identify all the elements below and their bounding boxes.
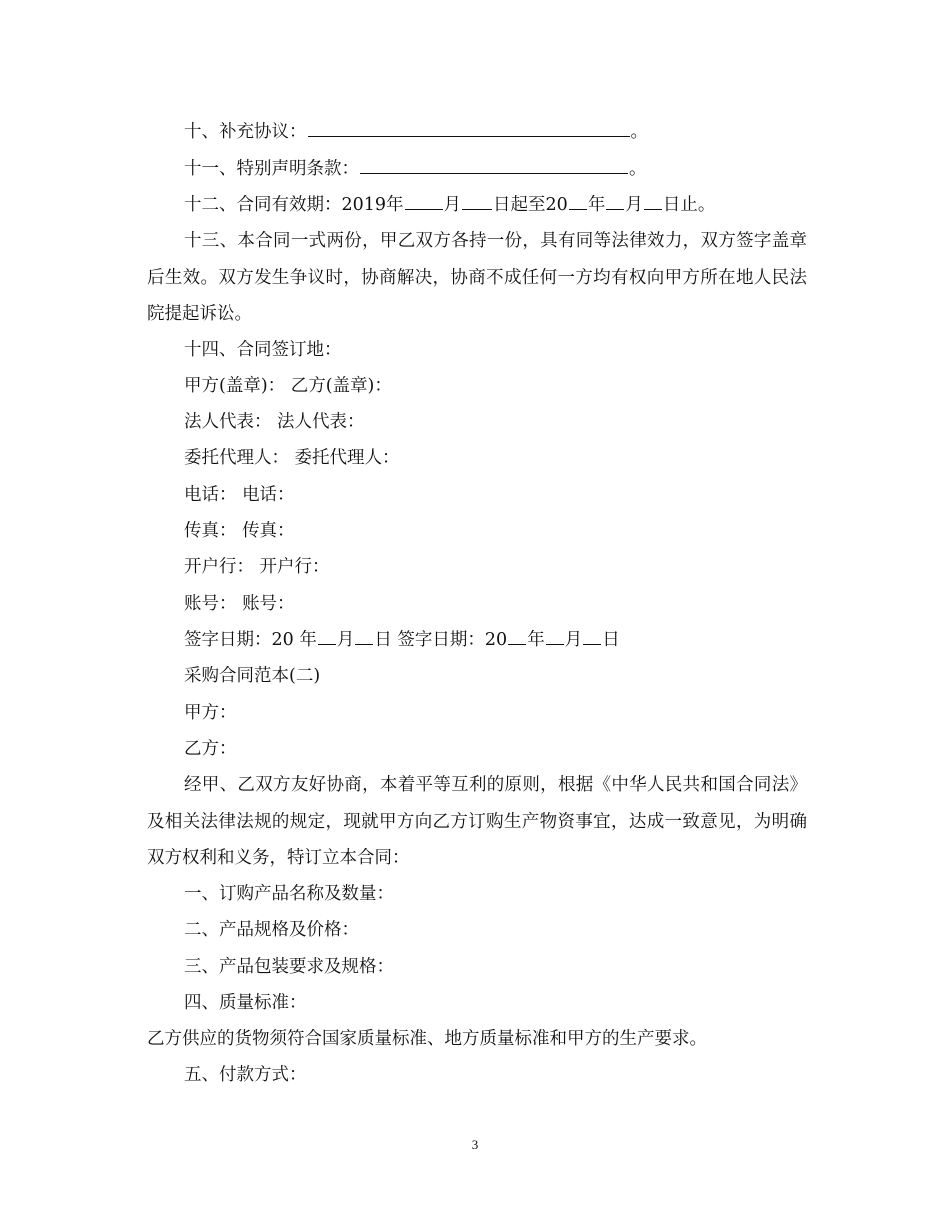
- blank-line: [405, 193, 443, 210]
- item-4-quality: 四、质量标准：: [184, 993, 307, 1013]
- item-1-products: 一、订购产品名称及数量：: [184, 884, 394, 904]
- page-number: 3: [471, 1137, 479, 1152]
- sign-seal: 甲方(盖章)： 乙方(盖章)：: [184, 376, 392, 396]
- sign-fax: 传真： 传真：: [184, 521, 295, 541]
- party-a: 甲方：: [184, 703, 237, 723]
- item-3-packaging: 三、产品包装要求及规格：: [184, 957, 394, 977]
- blank-line: [606, 193, 624, 210]
- sign-account: 账号： 账号：: [184, 594, 295, 614]
- sign-legal-rep: 法人代表： 法人代表：: [184, 412, 365, 432]
- blank-line: [360, 157, 628, 174]
- blank-line: [318, 628, 336, 645]
- clause-11-special: 十一、特别声明条款： 。: [184, 159, 647, 179]
- clause-14-place: 十四、合同签订地：: [184, 340, 342, 360]
- blank-line: [308, 120, 630, 137]
- preamble: 经甲、乙双方友好协商，本着平等互利的原则，根据《中华人民共和国合同法》及相关法律法规的规定，现就甲方向乙方订购生产物资事宜，达成一致意见，为明确双方权利和义务，特订立本合同：: [147, 775, 807, 868]
- blank-line: [508, 628, 526, 645]
- quality-statement: 乙方供应的货物须符合国家质量标准、地方质量标准和甲方的生产要求。: [147, 1029, 707, 1049]
- clause-10-supplementary: 十、补充协议： 。: [184, 122, 648, 142]
- sign-date: 签字日期：20 年 月 日 签字日期：20 年 月 日: [184, 630, 620, 650]
- blank-line: [546, 628, 564, 645]
- sign-bank: 开户行： 开户行：: [184, 557, 330, 577]
- blank-line: [583, 628, 601, 645]
- item-5-payment: 五、付款方式：: [184, 1065, 307, 1085]
- item-2-specs: 二、产品规格及价格：: [184, 920, 359, 940]
- party-b: 乙方：: [184, 739, 237, 759]
- clause-12-validity: 十二、合同有效期：2019年 月 日起至20 年 月 日止。: [184, 195, 716, 215]
- blank-line: [462, 193, 492, 210]
- sign-phone: 电话： 电话：: [184, 485, 295, 505]
- blank-line: [355, 628, 373, 645]
- blank-line: [569, 193, 587, 210]
- section-title-template-2: 采购合同范本(二): [184, 666, 321, 686]
- sign-agent: 委托代理人： 委托代理人：: [184, 448, 400, 468]
- blank-line: [644, 193, 662, 210]
- clause-13-copies: 十三、本合同一式两份，甲乙双方各持一份，具有同等法律效力，双方签字盖章后生效。双方发生争议时，协商解决，协商不成任何一方均有权向甲方所在地人民法院提起诉讼。: [147, 231, 807, 324]
